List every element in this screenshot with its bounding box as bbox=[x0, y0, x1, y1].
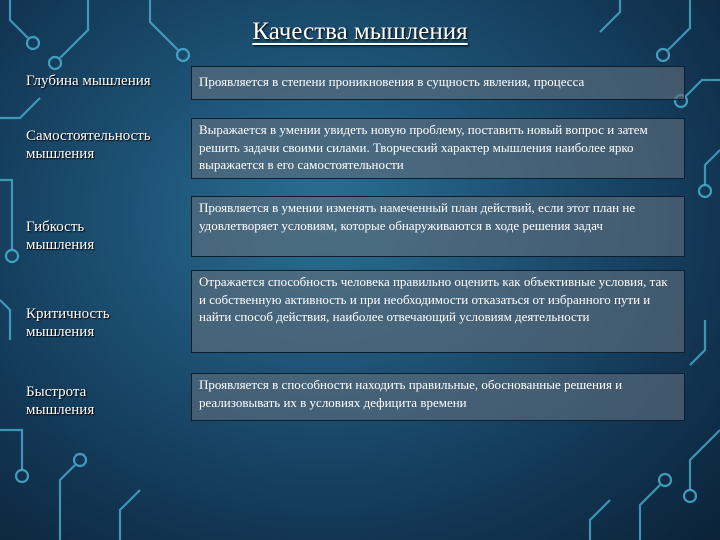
row-label-depth: Глубина мышления bbox=[26, 73, 151, 89]
row-text-flexibility: Проявляется в умении изменять намеченный план действий, если этот план не удовлетворяет условиям, которые обнаруживаются в ходе решения задач bbox=[191, 196, 685, 257]
row-label-flexibility: Гибкость мышления bbox=[26, 219, 95, 253]
row-label-independence: Самостоятельность мышления bbox=[26, 128, 151, 162]
row-text-depth: Проявляется в степени проникновения в сущность явления, процесса bbox=[191, 66, 685, 100]
row-text-independence: Выражается в умении увидеть новую проблему, поставить новый вопрос и затем решить задачи своими силами. Творческий характер мышления наиболее ярко выражается в его самостоятельности bbox=[191, 118, 685, 179]
row-text-criticality: Отражается способность человека правильно оценить как объективные условия, так и собственную активность и при необходимости отказаться от избранного пути и найти способ действия, наиболее отвечающий условиям деятельности bbox=[191, 270, 685, 353]
row-label-speed: Быстрота мышления bbox=[26, 384, 95, 418]
slide-title: Качества мышления bbox=[252, 18, 468, 45]
row-label-criticality: Критичность мышления bbox=[26, 306, 110, 340]
row-text-speed: Проявляется в способности находить правильные, обоснованные решения и реализовывать их в условиях дефицита времени bbox=[191, 373, 685, 421]
